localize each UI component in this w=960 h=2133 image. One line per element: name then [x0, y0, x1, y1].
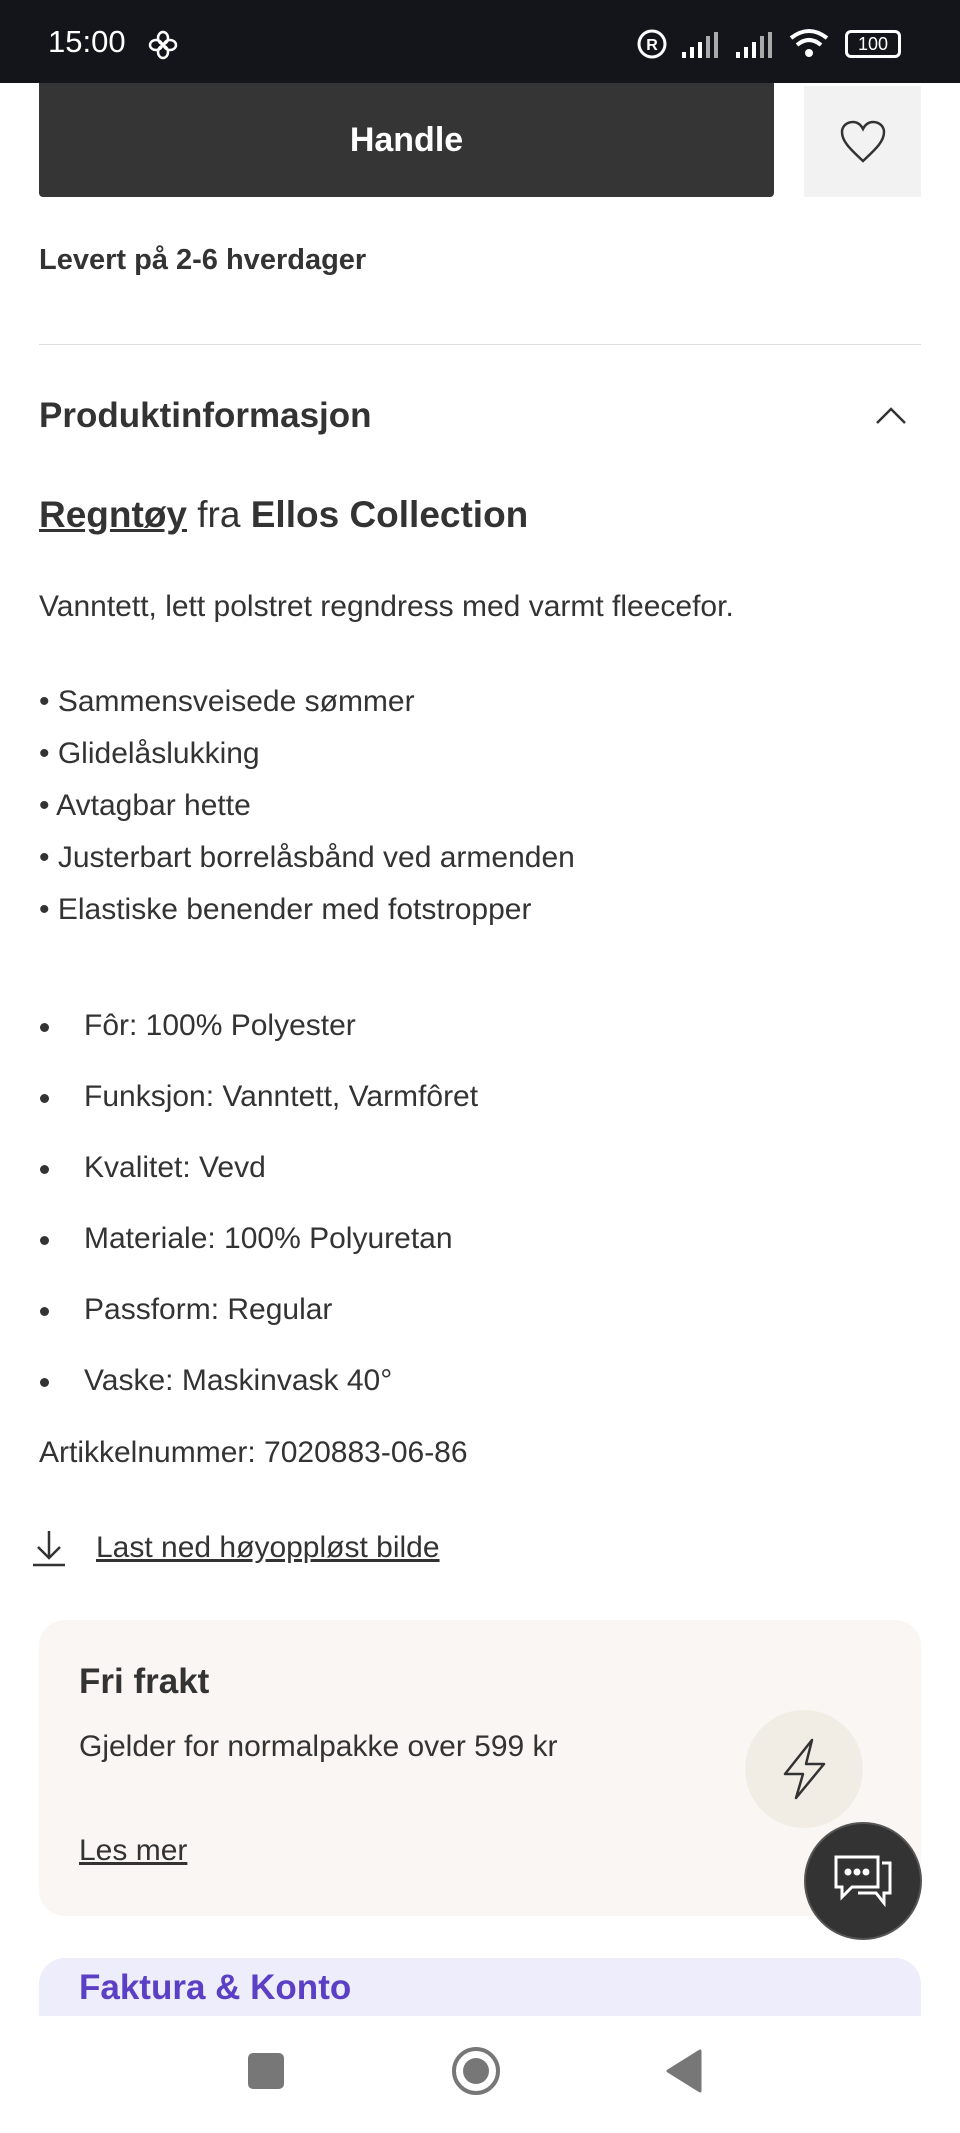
spec-item: Materiale: 100% Polyuretan	[40, 1203, 478, 1274]
chevron-up-icon[interactable]	[874, 400, 908, 434]
from-text: fra	[197, 494, 241, 535]
divider	[39, 344, 921, 345]
buy-button-label: Handle	[349, 120, 464, 159]
spec-item: Funksjon: Vanntett, Varmfôret	[40, 1061, 478, 1132]
feature-item: • Sammensveisede sømmer	[39, 685, 415, 718]
download-link[interactable]	[30, 1528, 440, 1568]
svg-text:R: R	[646, 37, 658, 54]
wifi-icon	[788, 26, 830, 60]
article-number: Artikkelnummer: 7020883-06-86	[39, 1436, 468, 1469]
spec-item: Kvalitet: Vevd	[40, 1132, 478, 1203]
download-icon	[30, 1528, 68, 1568]
delivery-info: Levert på 2-6 hverdager	[39, 244, 367, 276]
feature-item: • Justerbart borrelåsbånd ved armenden	[39, 841, 575, 874]
battery-level: 100	[857, 34, 889, 54]
read-more-link[interactable]: Les mer	[79, 1834, 188, 1867]
feature-item: • Elastiske benender med fotstropper	[39, 893, 532, 926]
signal-icon-2	[734, 30, 782, 60]
chat-button[interactable]	[804, 1822, 922, 1940]
feature-item: • Avtagbar hette	[39, 789, 251, 822]
brand-name: Ellos Collection	[250, 494, 529, 535]
category-link[interactable]: Regntøy	[39, 494, 187, 535]
spec-list	[40, 990, 478, 1416]
spec-item: Passform: Regular	[40, 1274, 478, 1345]
back-button[interactable]	[664, 2049, 704, 2093]
registered-icon	[636, 28, 668, 60]
recents-button[interactable]	[248, 2053, 284, 2089]
section-heading: Produktinformasjon	[39, 396, 372, 435]
heart-icon	[839, 120, 887, 164]
signal-icon	[680, 30, 728, 60]
favorite-button[interactable]	[804, 86, 921, 197]
status-time: 15:00	[48, 24, 126, 59]
home-button[interactable]	[450, 2045, 502, 2097]
invoice-title: Faktura & Konto	[79, 1968, 352, 2007]
fan-icon	[148, 30, 178, 60]
lightning-badge	[745, 1710, 863, 1828]
spec-item: Fôr: 100% Polyester	[40, 990, 478, 1061]
free-shipping-card	[39, 1620, 921, 1916]
brand-line	[39, 494, 528, 536]
lightning-icon	[779, 1737, 829, 1801]
download-link-label: Last ned høyoppløst bilde	[96, 1531, 440, 1564]
buy-button[interactable]	[39, 83, 774, 197]
feature-item: • Glidelåslukking	[39, 737, 260, 770]
feature-list	[39, 676, 575, 936]
system-nav-bar	[0, 2016, 960, 2133]
chat-icon	[832, 1853, 894, 1909]
battery-icon	[845, 30, 901, 58]
free-shipping-title: Fri frakt	[79, 1662, 210, 1701]
description: Vanntett, lett polstret regndress med varmt fleecefor.	[39, 590, 734, 623]
status-bar	[0, 0, 960, 83]
spec-item: Vaske: Maskinvask 40°	[40, 1345, 478, 1416]
free-shipping-text: Gjelder for normalpakke over 599 kr	[79, 1730, 558, 1763]
